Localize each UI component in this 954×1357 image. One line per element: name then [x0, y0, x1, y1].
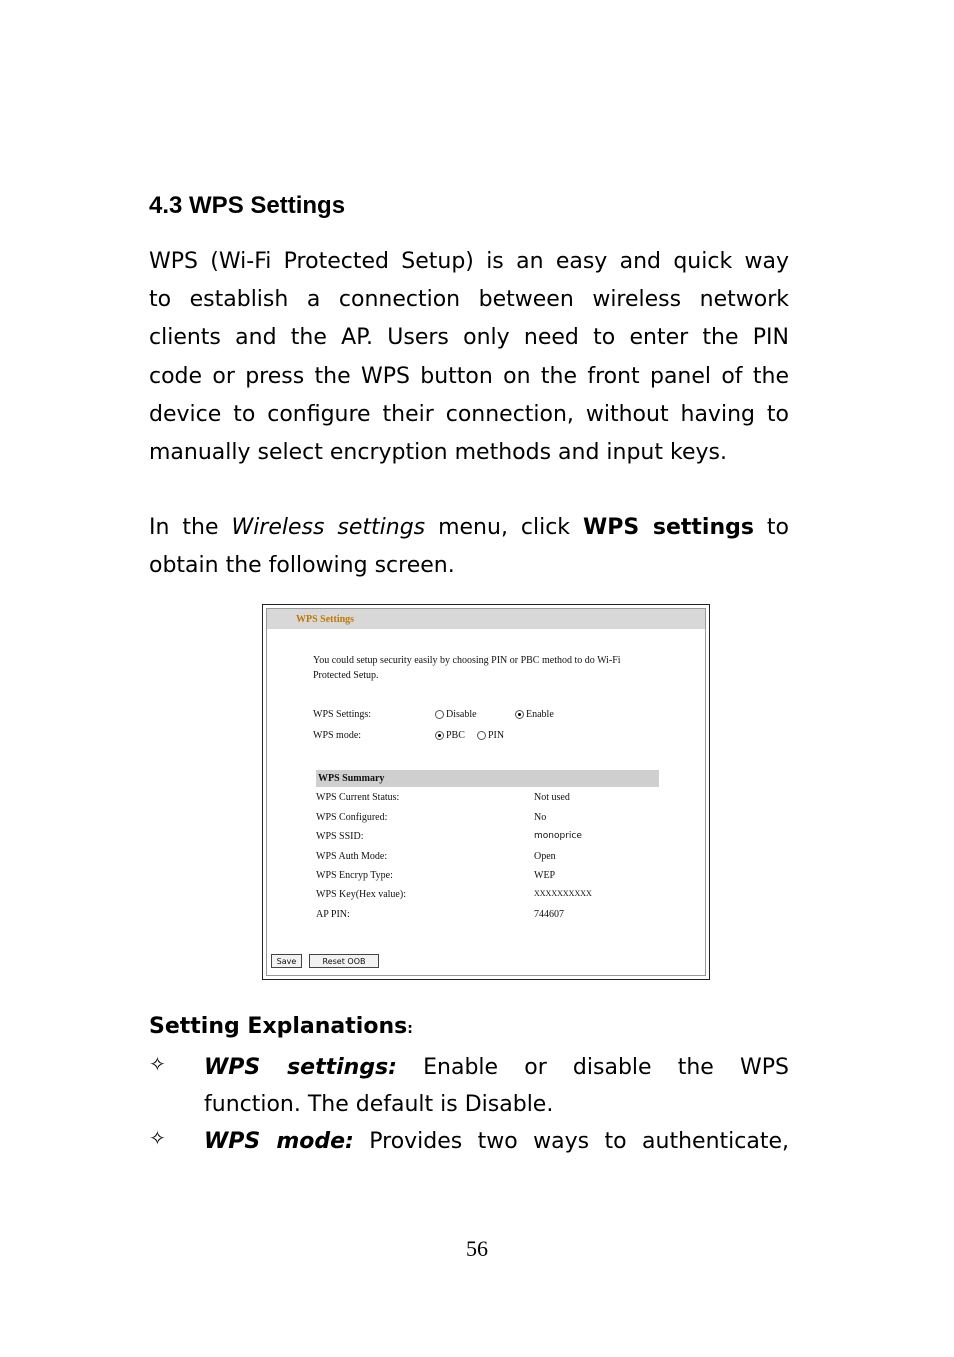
summary-value: XXXXXXXXXX [534, 889, 592, 898]
explanation-line-2: function. The default is Disable. [204, 1092, 554, 1117]
summary-label: WPS Key(Hex value): [316, 889, 406, 900]
screenshot-titlebar [267, 609, 705, 629]
intro-line: WPS (Wi-Fi Protected Setup) is an easy and quick way [149, 249, 789, 274]
menu-name: Wireless settings [231, 515, 426, 540]
radio-selected-icon[interactable] [435, 731, 444, 740]
reset-oob-button[interactable]: Reset OOB [309, 954, 379, 968]
wps-mode-pbc-label: PBC [446, 730, 465, 741]
explanation-text: Enable or disable the WPS [396, 1055, 789, 1080]
summary-value: Not used [534, 792, 570, 803]
save-button[interactable]: Save [271, 954, 302, 968]
explanations-title-text: Setting Explanations [149, 1014, 408, 1039]
explanation-text: Provides two ways to authenticate, [353, 1129, 789, 1154]
wps-settings-label: WPS Settings: [313, 709, 372, 720]
summary-label: AP PIN: [316, 909, 350, 920]
intro-line: manually select encryption methods and input keys. [149, 440, 727, 466]
summary-header [316, 770, 659, 787]
section-heading: 4.3 WPS Settings [149, 192, 346, 219]
wps-settings-screenshot [262, 604, 710, 980]
intro-line: code or press the WPS button on the front panel of the [149, 363, 789, 389]
intro-paragraph [149, 243, 789, 472]
summary-label: WPS Configured: [316, 812, 388, 823]
radio-icon[interactable] [435, 710, 444, 719]
explanation-line [204, 1049, 789, 1086]
explanations-colon: : [407, 1021, 413, 1037]
page-number: 56 [466, 1236, 488, 1261]
instruction-paragraph [149, 509, 789, 585]
instruction-line [149, 509, 789, 547]
explanation-term: WPS mode: [204, 1129, 354, 1154]
wps-mode-pbc-option[interactable] [435, 730, 465, 741]
wps-mode-label: WPS mode: [313, 730, 362, 741]
radio-selected-icon[interactable] [515, 710, 524, 719]
summary-label: WPS Encryp Type: [316, 870, 393, 881]
screenshot-description: You could setup security easily by choosing PIN or PBC method to do Wi-Fi Protected Setup. [313, 655, 621, 681]
wps-mode-pin-option[interactable] [477, 730, 504, 741]
summary-label: WPS Auth Mode: [316, 851, 388, 862]
explanations-title [149, 1014, 413, 1039]
summary-label: WPS Current Status: [316, 792, 400, 803]
screenshot-title: WPS Settings [296, 614, 355, 625]
summary-value: monoprice [534, 831, 582, 841]
instruction-mid: menu, click [425, 515, 583, 540]
wps-enable-option[interactable] [515, 709, 554, 720]
intro-line: to establish a connection between wireless network [149, 287, 789, 313]
explanation-term: WPS settings: [204, 1055, 397, 1080]
bullet-icon: ✧ [149, 1052, 166, 1076]
instruction-line-2: obtain the following screen. [149, 553, 455, 579]
summary-value: No [534, 812, 547, 823]
summary-value: 744607 [534, 909, 564, 920]
wps-enable-label: Enable [526, 709, 554, 720]
wps-disable-option[interactable] [435, 709, 477, 720]
summary-label: WPS SSID: [316, 831, 364, 842]
intro-line: clients and the AP. Users only need to enter the PIN [149, 325, 789, 351]
intro-line: device to configure their connection, without having to [149, 401, 789, 427]
wps-disable-label: Disable [446, 709, 477, 720]
bullet-icon: ✧ [149, 1126, 166, 1150]
explanation-item [204, 1049, 789, 1123]
summary-value: Open [534, 851, 556, 862]
instruction-pre: In the [149, 515, 232, 540]
explanation-item [204, 1123, 789, 1160]
instruction-post: to [753, 515, 789, 540]
radio-icon[interactable] [477, 731, 486, 740]
menu-item-name: WPS settings [583, 515, 754, 540]
explanation-line [204, 1123, 789, 1160]
summary-value: WEP [534, 870, 556, 881]
summary-title: WPS Summary [318, 773, 385, 784]
screenshot-panel [266, 608, 706, 976]
wps-mode-pin-label: PIN [488, 730, 505, 741]
